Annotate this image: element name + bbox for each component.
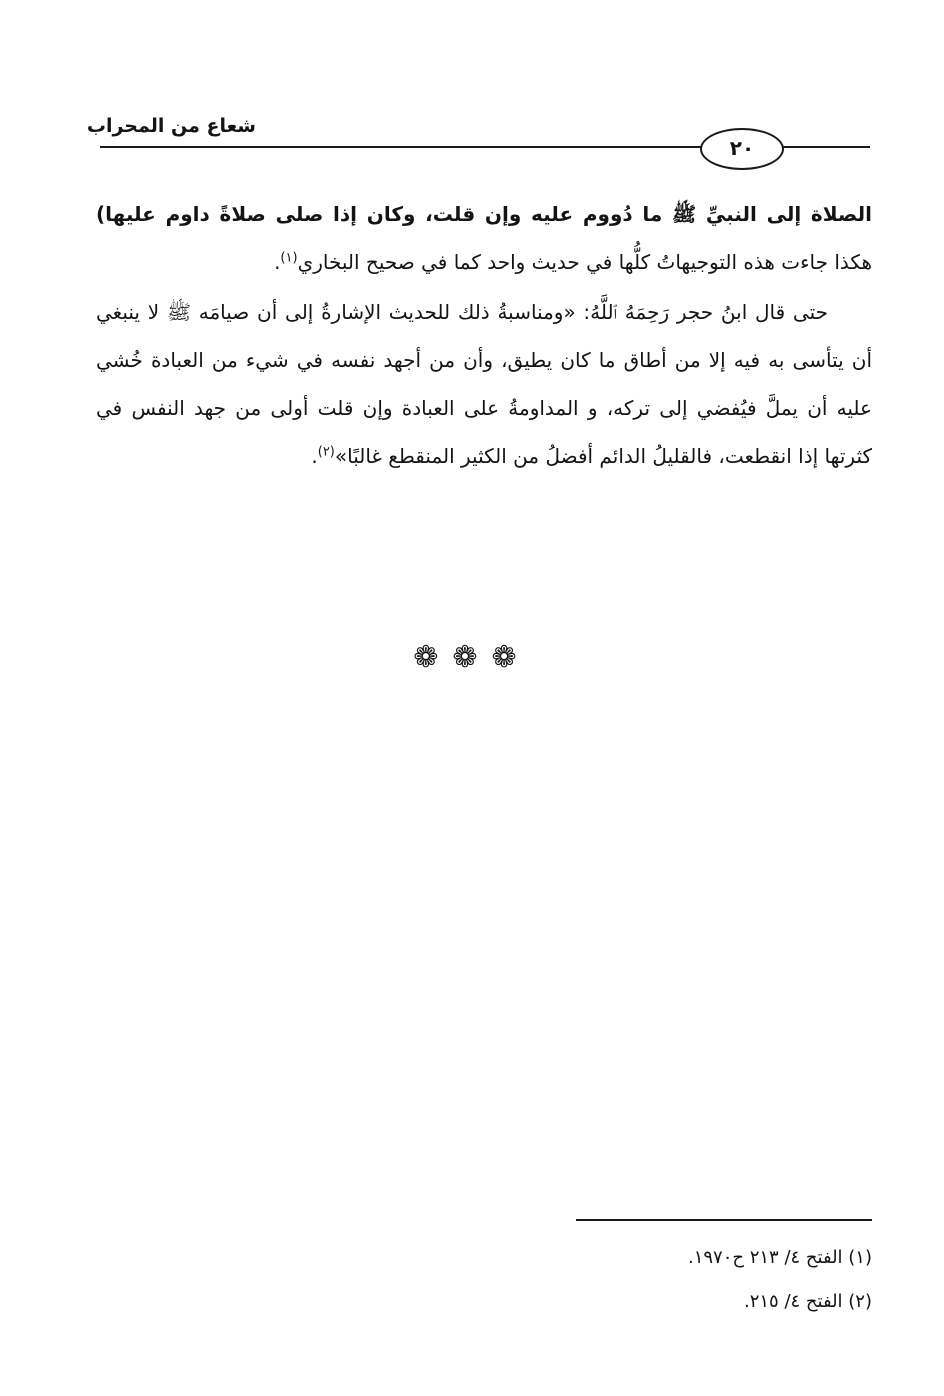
footnote-ref-2[interactable]: (٢) [317, 444, 335, 460]
footnote-ref-1[interactable]: (١) [280, 250, 298, 266]
paragraph-1-end: . [274, 250, 281, 274]
running-title: شعاع من المحراب [86, 115, 256, 137]
paragraph-1-text: هكذا جاءت هذه التوجيهاتُ كلُّها في حديث واحد كما في صحيح البخاري [297, 250, 872, 274]
body-text [96, 190, 872, 482]
paragraph-2 [96, 288, 872, 480]
paragraph-2-text: حتى قال ابنُ حجر رَحِمَهُ ٱللَّهُ: «ومناسبةُ ذلك للحديث الإشارةُ إلى أن صيامَه ﷺ لا ينبغي أن يتأسى به فيه إلا من أطاق ما كان يطيق، وأن من أجهد نفسه في شيء من العبادة خُشي عليه أن يملَّ فيُفضي إلى تركه، و المداومةُ على العبادة وإن قلت أولى من جهد النفس في كثرتها إذا انقطعت، فالقليلُ الدائم أفضلُ من الكثير المنقطع غالبًا» [96, 300, 872, 468]
footnote-rule [576, 1219, 872, 1221]
footnotes [300, 1236, 872, 1324]
page-number: ٢٠ [700, 128, 784, 170]
quoted-hadith-end: الصلاة إلى النبيِّ ﷺ ما دُووم عليه وإن قلت، وكان إذا صلى صلاةً داوم عليها) [96, 202, 872, 226]
section-divider-ornament: ❁❁❁ [413, 640, 531, 675]
paragraph-2-end: . [311, 444, 318, 468]
paragraph-1 [96, 190, 872, 286]
footnote-1: (١) الفتح ٤/ ٢١٣ ح١٩٧٠. [687, 1247, 872, 1268]
footnote-2: (٢) الفتح ٤/ ٢١٥. [743, 1291, 872, 1312]
